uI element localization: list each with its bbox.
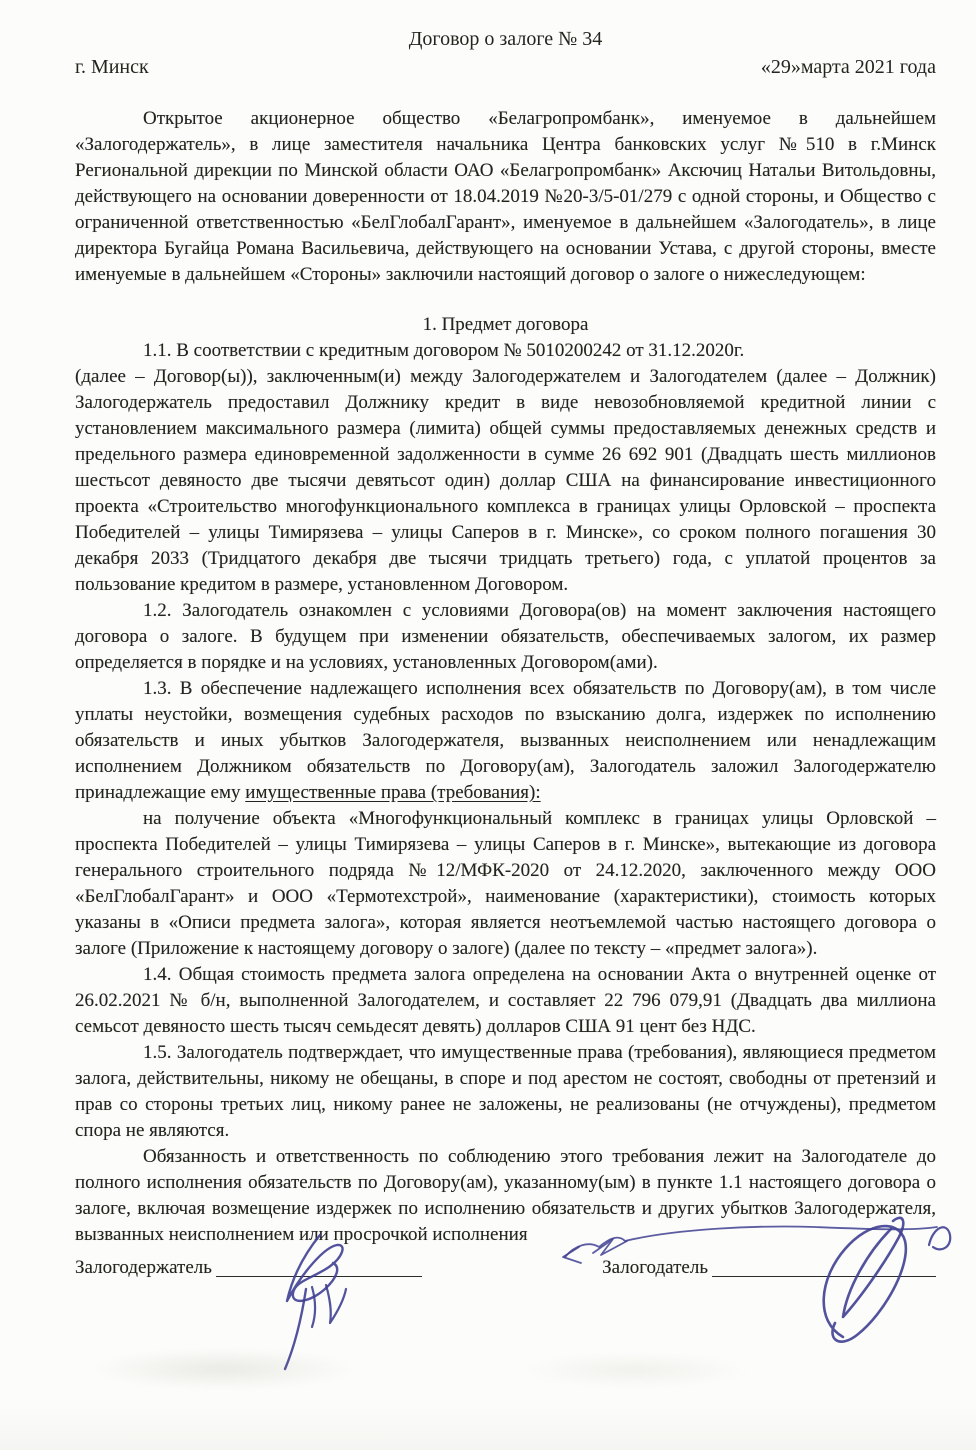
pledgor-signature-label: Залогодатель (602, 1257, 708, 1278)
clause-1-3-text: 1.3. В обеспечение надлежащего исполнения всех обязательств по Договору(ам), в том числе уплаты неустойки, возмещения судебных расходов по взысканию долга, издержек по исполнению обязательств и иных убытков Залогодержателя, вызванных неисполнением или ненадлежащим исполнением Должником обязательств по Договору(ам), Залогодатель заложил Залогодержателю принадлежащие ему (75, 678, 936, 803)
place-date-line (75, 54, 936, 80)
date-label: «29»марта 2021 года (760, 56, 936, 78)
clause-1-2: 1.2. Залогодатель ознакомлен с условиями Договора(ов) на момент заключения настоящего договора о залоге. В будущем при изменении обязательств, обеспечиваемых залогом, их размер определяется в порядке и на условиях, установленных Договором(ами). (75, 600, 936, 673)
clause-1-1-body: (далее – Договор(ы)), заключенным(и) между Залогодержателем и Залогодателем (далее – Должник) Залогодержатель предоставил Должнику кредит в виде невозобновляемой кредитной линии с установлением максимального размера (лимита) общей суммы предоставляемых денежных средств и предельного размера единовременной задолженности в сумме 26 692 901 (Двадцать шесть миллионов шестьсот девяносто две тысячи девятьсот один) доллар США на финансирование инвестиционного проекта «Строительство многофункционального комплекса в границах улицы Орловской – проспекта Победителей – улицы Тимирязева – улицы Саперов в г. Минске», со сроком полного погашения 30 декабря 2033 (Тридцатого декабря две тысячи тридцать третьего) года, с уплатой процентов за пользование кредитом в размере, установленном Договором. (75, 366, 936, 595)
pledgee-signature-line (216, 1275, 422, 1277)
signature-row (75, 1255, 936, 1281)
scan-bottom-shading (0, 1405, 976, 1450)
pledgor-signature-line (712, 1275, 936, 1277)
place-label: г. Минск (75, 56, 149, 78)
clause-obligation: Обязанность и ответственность по соблюдению этого требования лежит на Залогодателе до полного исполнения обязательств по Договору(ам), указанному(ым) в пункте 1.1 настоящего договора о залоге, включая возмещение издержек по исполнению обязательств и других убытков Залогодержателя, вызванных неисполнением или просрочкой исполнения (75, 1146, 936, 1245)
scan-smudge-left (88, 1348, 358, 1390)
clause-1-4: 1.4. Общая стоимость предмета залога определена на основании Акта о внутренней оценке от 26.02.2021 № б/н, выполненной Залогодателем, и составляет 22 796 079,91 (Двадцать два миллиона семьсот девяносто шесть тысяч семьдесят девять) долларов США 91 цент без НДС. (75, 964, 936, 1037)
section-1-heading: 1. Предмет договора (422, 314, 589, 335)
document-body (75, 26, 936, 1281)
clause-1-3-object: на получение объекта «Многофункциональный комплекс в границах улицы Орловской – проспекта Победителей – улицы Тимирязева – улицы Саперов в г. Минске», вытекающие из договора генерального строительного подряда №12/МФК-2020 от 24.12.2020, заключенного между ООО «БелГлобалГарант» и ООО «Термотехстрой», наименование (характеристики), стоимость которых указаны в «Описи предмета залога», которая является неотъемлемой частью настоящего договора о залоге (Приложение к настоящему договору о залоге) (далее по тексту – «предмет залога»). (75, 808, 936, 959)
clause-1-3-underlined-phrase: имущественные права (требования): (245, 782, 541, 803)
document-title: Договор о залоге № 34 (408, 28, 603, 50)
clause-1-1-lead: 1.1. В соответствии с кредитным договором № 5010200242 от 31.12.2020г. (143, 340, 745, 361)
scan-smudge-center (520, 1352, 750, 1388)
preamble-paragraph: Открытое акционерное общество «Белагропромбанк», именуемое в дальнейшем «Залогодержатель», в лице заместителя начальника Центра банковских услуг №510 в г.Минск Региональной дирекции по Минской области ОАО «Белагропромбанк» Аксючиц Натальи Витольдовны, действующего на основании доверенности от 18.04.2019 №20-3/5-01/279 с одной стороны, и Общество с ограниченной ответственностью «БелГлобалГарант», именуемое в дальнейшем «Залогодатель», в лице директора Бугайца Романа Васильевича, действующего на основании Устава, с другой стороны, вместе именуемые в дальнейшем «Стороны» заключили настоящий договор о залоге о нижеследующем: (75, 108, 936, 285)
clause-1-3 (75, 676, 936, 806)
pledgee-signature-label: Залогодержатель (75, 1257, 212, 1278)
clause-1-5: 1.5. Залогодатель подтверждает, что имущественные права (требования), являющиеся предметом залога, действительны, никому не обещаны, в споре и под арестом не состоят, свободны от претензий и прав со стороны третьих лиц, никому ранее не заложены, не реализованы (не отчуждены), предметом спора не являются. (75, 1042, 936, 1141)
